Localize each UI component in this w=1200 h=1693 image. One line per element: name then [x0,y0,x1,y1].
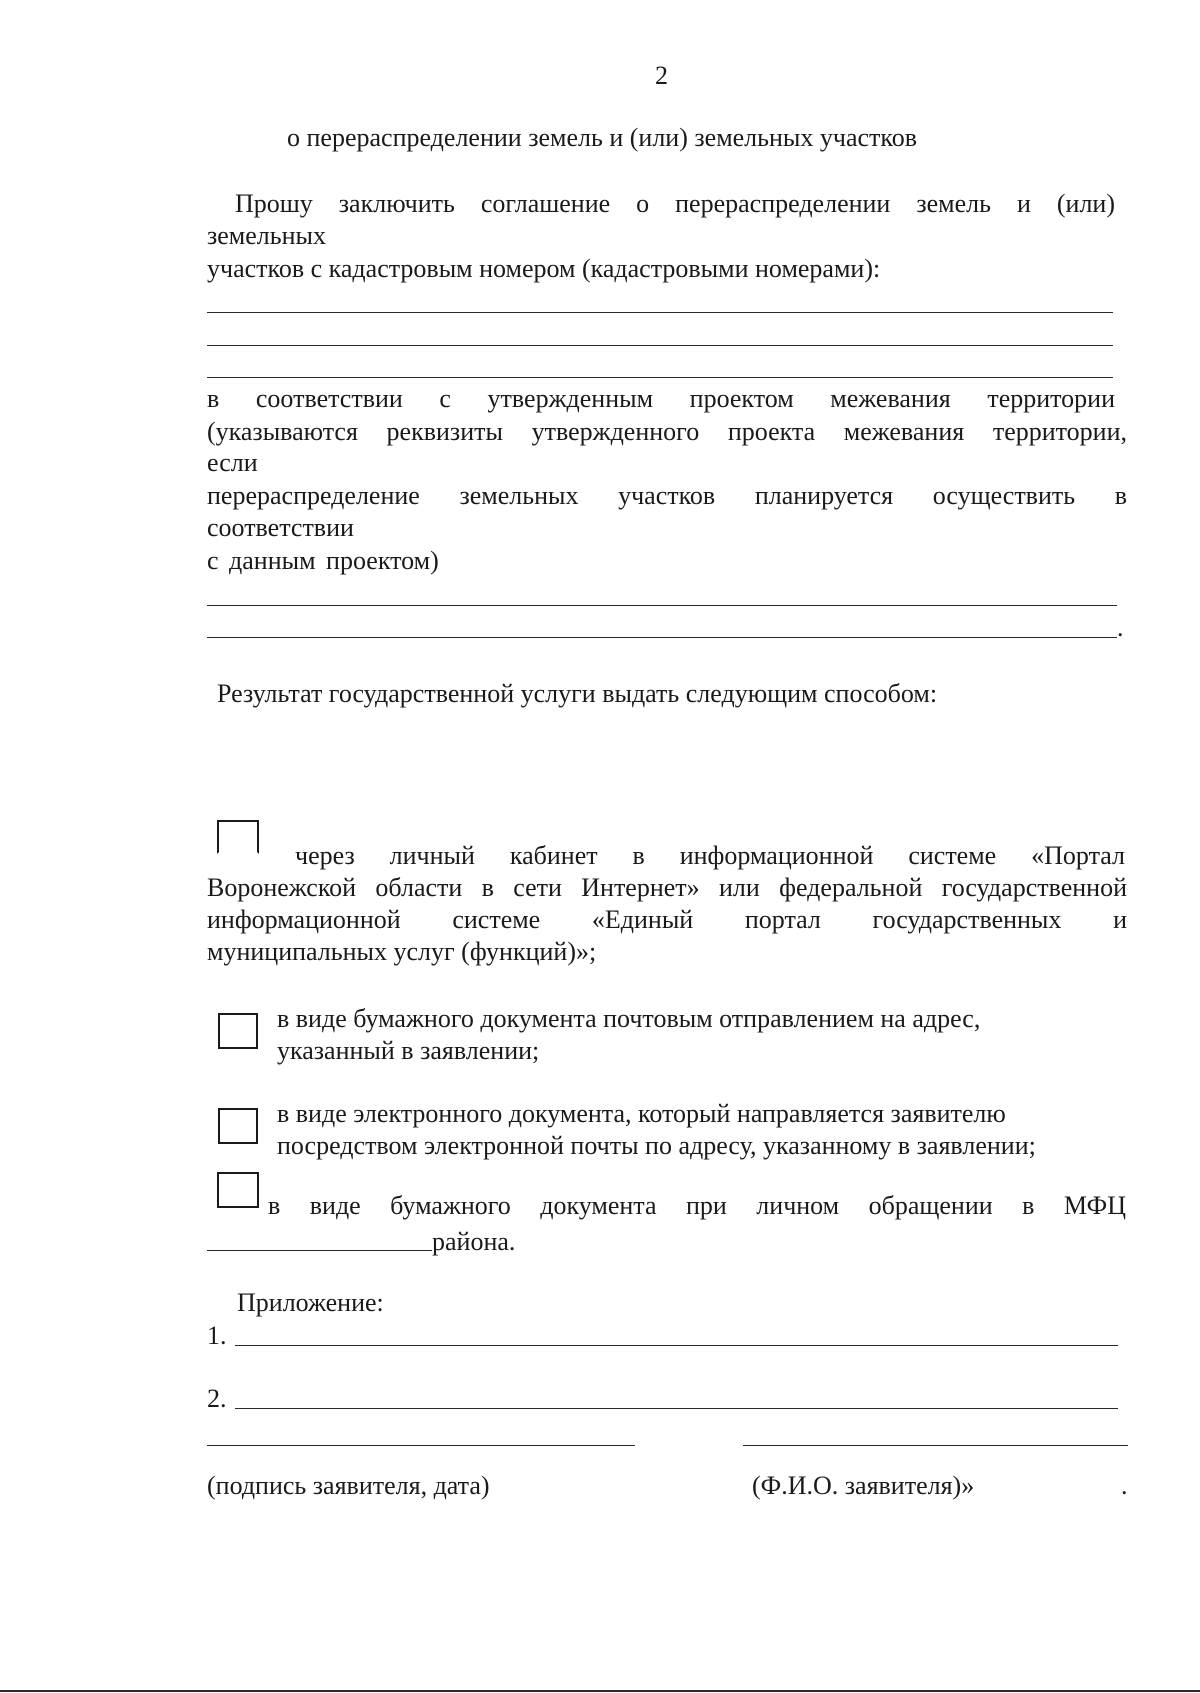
mfc-option-line-2: района. [432,1227,516,1256]
attachment-2-field[interactable] [235,1408,1118,1409]
email-option-checkbox[interactable] [218,1108,258,1144]
request-line-1: Прошу заключить соглашение о перераспределении земель и (или) [235,189,1115,218]
project-line-3: если [207,448,258,477]
page-number: 2 [655,61,668,90]
portal-option-checkbox[interactable] [217,820,259,854]
mfc-option-checkbox[interactable] [217,1172,259,1208]
cadastral-number-field-1[interactable] [207,312,1113,313]
mfc-district-field[interactable] [207,1250,432,1251]
applicant-name-caption: (Ф.И.О. заявителя)» [752,1471,975,1500]
project-details-field-2[interactable] [207,637,1117,638]
period-mark: . [1121,1471,1128,1500]
project-line-4: перераспределение земельных участков планируется осуществить в [207,481,1127,510]
attachment-1-number: 1. [207,1321,227,1350]
project-line-5: соответствии [207,513,354,542]
request-line-3: участков с кадастровым номером (кадастровыми номерами): [207,254,881,283]
portal-option-line-3: информационной системе «Единый портал государственных и [207,905,1127,934]
portal-option-line-1: через личный кабинет в информационной системе «Портал [295,841,1125,870]
email-option-line-2: посредством электронной почты по адресу, указанному в заявлении; [277,1131,1036,1160]
period-mark: . [1117,613,1124,642]
project-details-field-1[interactable] [207,605,1117,606]
project-line-6: с данным проектом) [207,546,439,575]
post-option-checkbox[interactable] [218,1013,258,1049]
portal-option-line-2: Воронежской области в сети Интернет» или федеральной государственной [207,873,1127,902]
page-bottom-rule [0,1690,1200,1692]
attachments-label: Приложение: [237,1288,384,1317]
email-option-line-1: в виде электронного документа, который направляется заявителю [277,1099,1006,1128]
applicant-name-field[interactable] [743,1445,1128,1446]
project-line-1: в соответствии с утвержденным проектом межевания территории [207,384,1115,413]
form-heading: о перераспределении земель и (или) земельных участков [287,123,918,152]
signature-caption: (подпись заявителя, дата) [207,1471,490,1500]
signature-date-field[interactable] [207,1445,635,1446]
project-line-2: (указываются реквизиты утвержденного проекта межевания территории, [207,417,1127,446]
cadastral-number-field-3[interactable] [207,377,1113,378]
request-line-2: земельных [207,221,327,250]
cadastral-number-field-2[interactable] [207,345,1113,346]
attachment-1-field[interactable] [235,1345,1118,1346]
post-option-line-2: указанный в заявлении; [277,1036,540,1065]
result-heading: Результат государственной услуги выдать следующим способом: [217,679,938,708]
post-option-line-1: в виде бумажного документа почтовым отправлением на адрес, [277,1004,981,1033]
mfc-option-line-1: в виде бумажного документа при личном обращении в МФЦ [268,1191,1126,1220]
attachment-2-number: 2. [207,1384,227,1413]
portal-option-line-4: муниципальных услуг (функций)»; [207,937,597,966]
